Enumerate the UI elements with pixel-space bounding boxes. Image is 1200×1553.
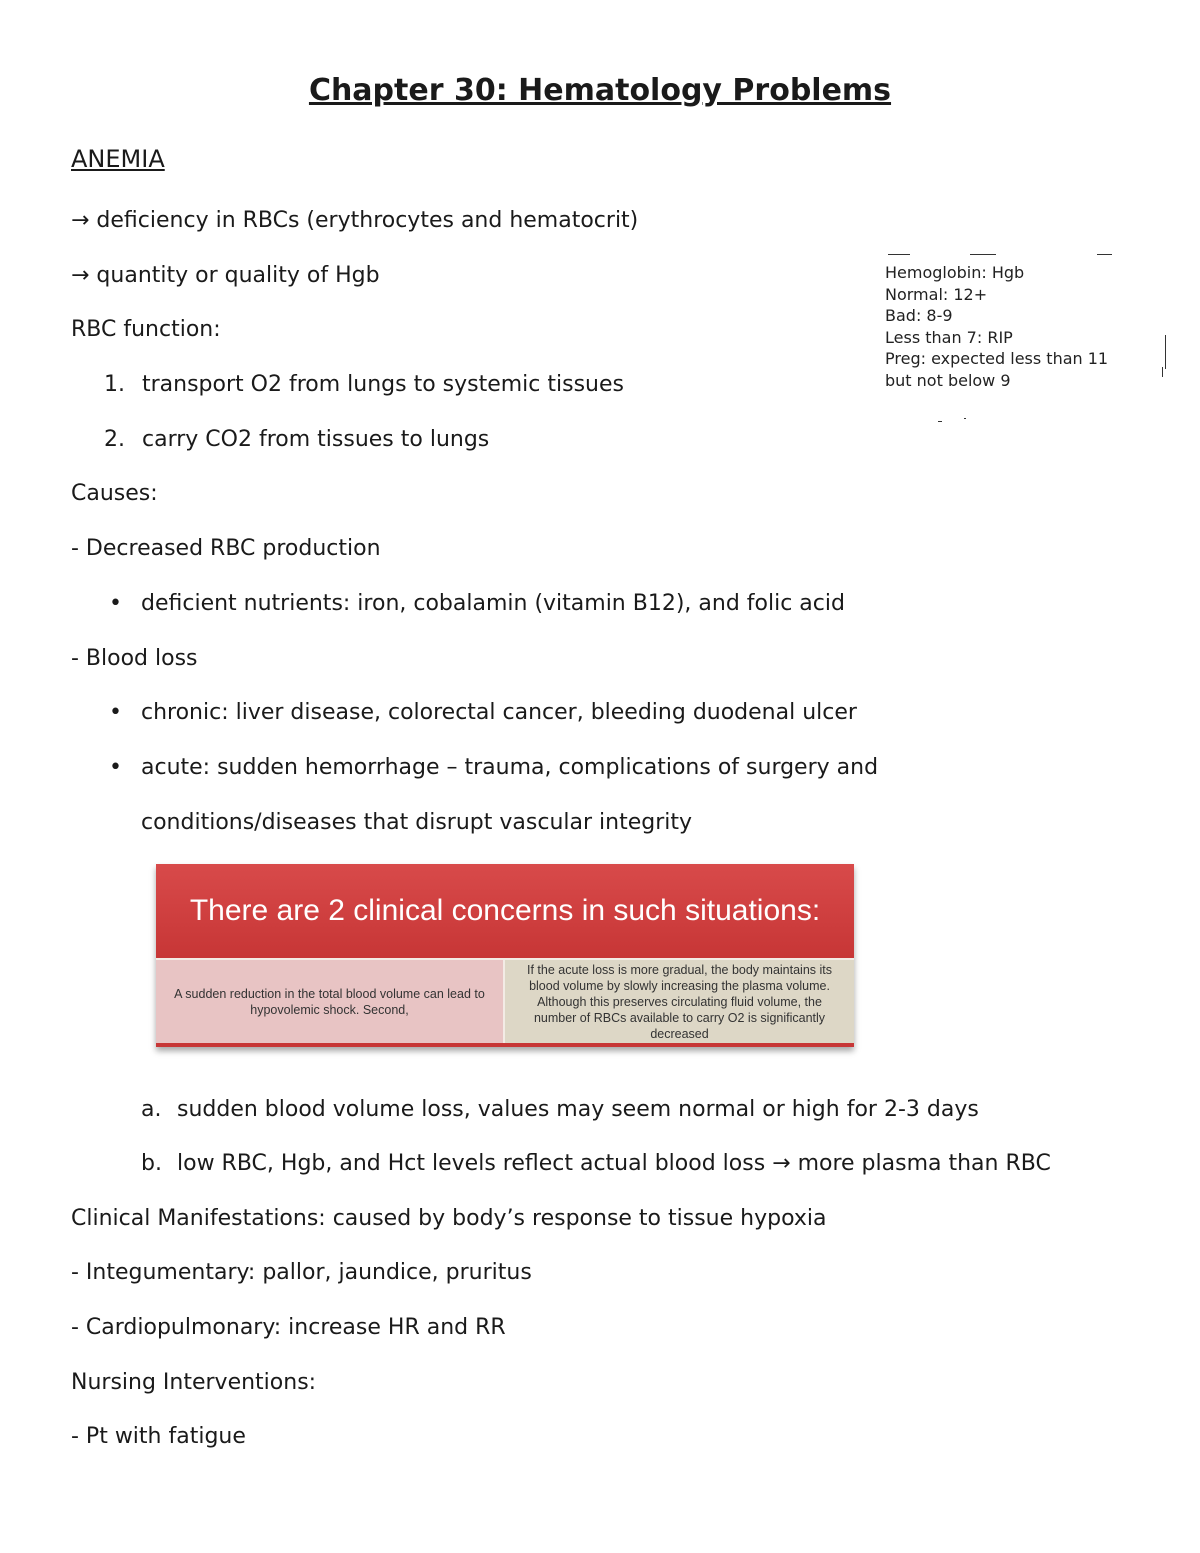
bullet-item: acute: sudden hemorrhage – trauma, complications of surgery and (141, 755, 879, 780)
manifestations-label: Clinical Manifestations: caused by body’s response to tissue hypoxia (71, 1206, 827, 1231)
box-border-segment (964, 418, 966, 419)
slide-right-text: If the acute loss is more gradual, the body maintains its blood volume by slowly increasing the plasma volume. Although this preserves circulating fluid volume, the number of RBCs available to carry O2 is significantly decreased (526, 962, 833, 1041)
box-border-segment (888, 254, 910, 255)
slide-left-cell (156, 960, 503, 1043)
item-letter: b. (141, 1151, 162, 1176)
bullet-icon: • (109, 591, 122, 616)
item-number: 1. (104, 372, 125, 397)
interventions-label: Nursing Interventions: (71, 1370, 317, 1395)
manifestation-item: - Cardiopulmonary: increase HR and RR (71, 1315, 506, 1340)
bullet-icon: • (109, 755, 122, 780)
arrow-item: → quantity or quality of Hgb (71, 263, 380, 288)
item-text: low RBC, Hgb, and Hct levels reflect actual blood loss → more plasma than RBC (177, 1151, 1051, 1176)
note-line: Normal: 12+ (885, 284, 988, 304)
bullet-item-continued: conditions/diseases that disrupt vascular integrity (141, 810, 692, 835)
box-border-segment (970, 254, 996, 255)
box-border-segment (1097, 254, 1112, 255)
hemoglobin-note (885, 262, 1108, 391)
slide-image (156, 864, 854, 1047)
rbc-function-label: RBC function: (71, 317, 221, 342)
cause-decreased: - Decreased RBC production (71, 536, 381, 561)
note-line: Hemoglobin: Hgb (885, 263, 1025, 282)
page-title: Chapter 30: Hematology Problems (308, 73, 892, 108)
numbered-item (104, 371, 624, 399)
cause-blood-loss: - Blood loss (71, 646, 198, 671)
box-border-segment (938, 421, 942, 422)
numbered-item (104, 426, 489, 454)
bullet-icon: • (109, 700, 122, 725)
item-text: sudden blood volume loss, values may seem normal or high for 2-3 days (177, 1097, 979, 1122)
lettered-item (141, 1150, 1051, 1178)
slide-title: There are 2 clinical concerns in such situations: (156, 864, 854, 958)
causes-label: Causes: (71, 481, 158, 506)
manifestation-item: - Integumentary: pallor, jaundice, pruritus (71, 1260, 532, 1285)
slide-bottom-bar (156, 1043, 854, 1047)
note-line: Preg: expected less than 11 (885, 349, 1109, 368)
note-line: but not below 9 (885, 370, 1011, 390)
item-text: transport O2 from lungs to systemic tissues (142, 372, 624, 397)
slide-right-cell (505, 960, 854, 1043)
arrow-item: → deficiency in RBCs (erythrocytes and hematocrit) (71, 208, 639, 233)
bullet-item: chronic: liver disease, colorectal cancer, bleeding duodenal ulcer (141, 700, 857, 725)
note-line: Less than 7: RIP (885, 327, 1013, 347)
box-border-segment (1165, 335, 1166, 369)
intervention-item: - Pt with fatigue (71, 1424, 246, 1449)
item-number: 2. (104, 427, 125, 452)
slide-left-text: A sudden reduction in the total blood volume can lead to hypovolemic shock. Second, (174, 986, 485, 1017)
lettered-item (141, 1096, 979, 1124)
box-border-segment (1162, 367, 1163, 377)
bullet-item: deficient nutrients: iron, cobalamin (vitamin B12), and folic acid (141, 591, 845, 616)
item-letter: a. (141, 1097, 162, 1122)
item-text: carry CO2 from tissues to lungs (142, 427, 490, 452)
note-line: Bad: 8-9 (885, 306, 953, 325)
section-heading: ANEMIA (71, 145, 165, 173)
